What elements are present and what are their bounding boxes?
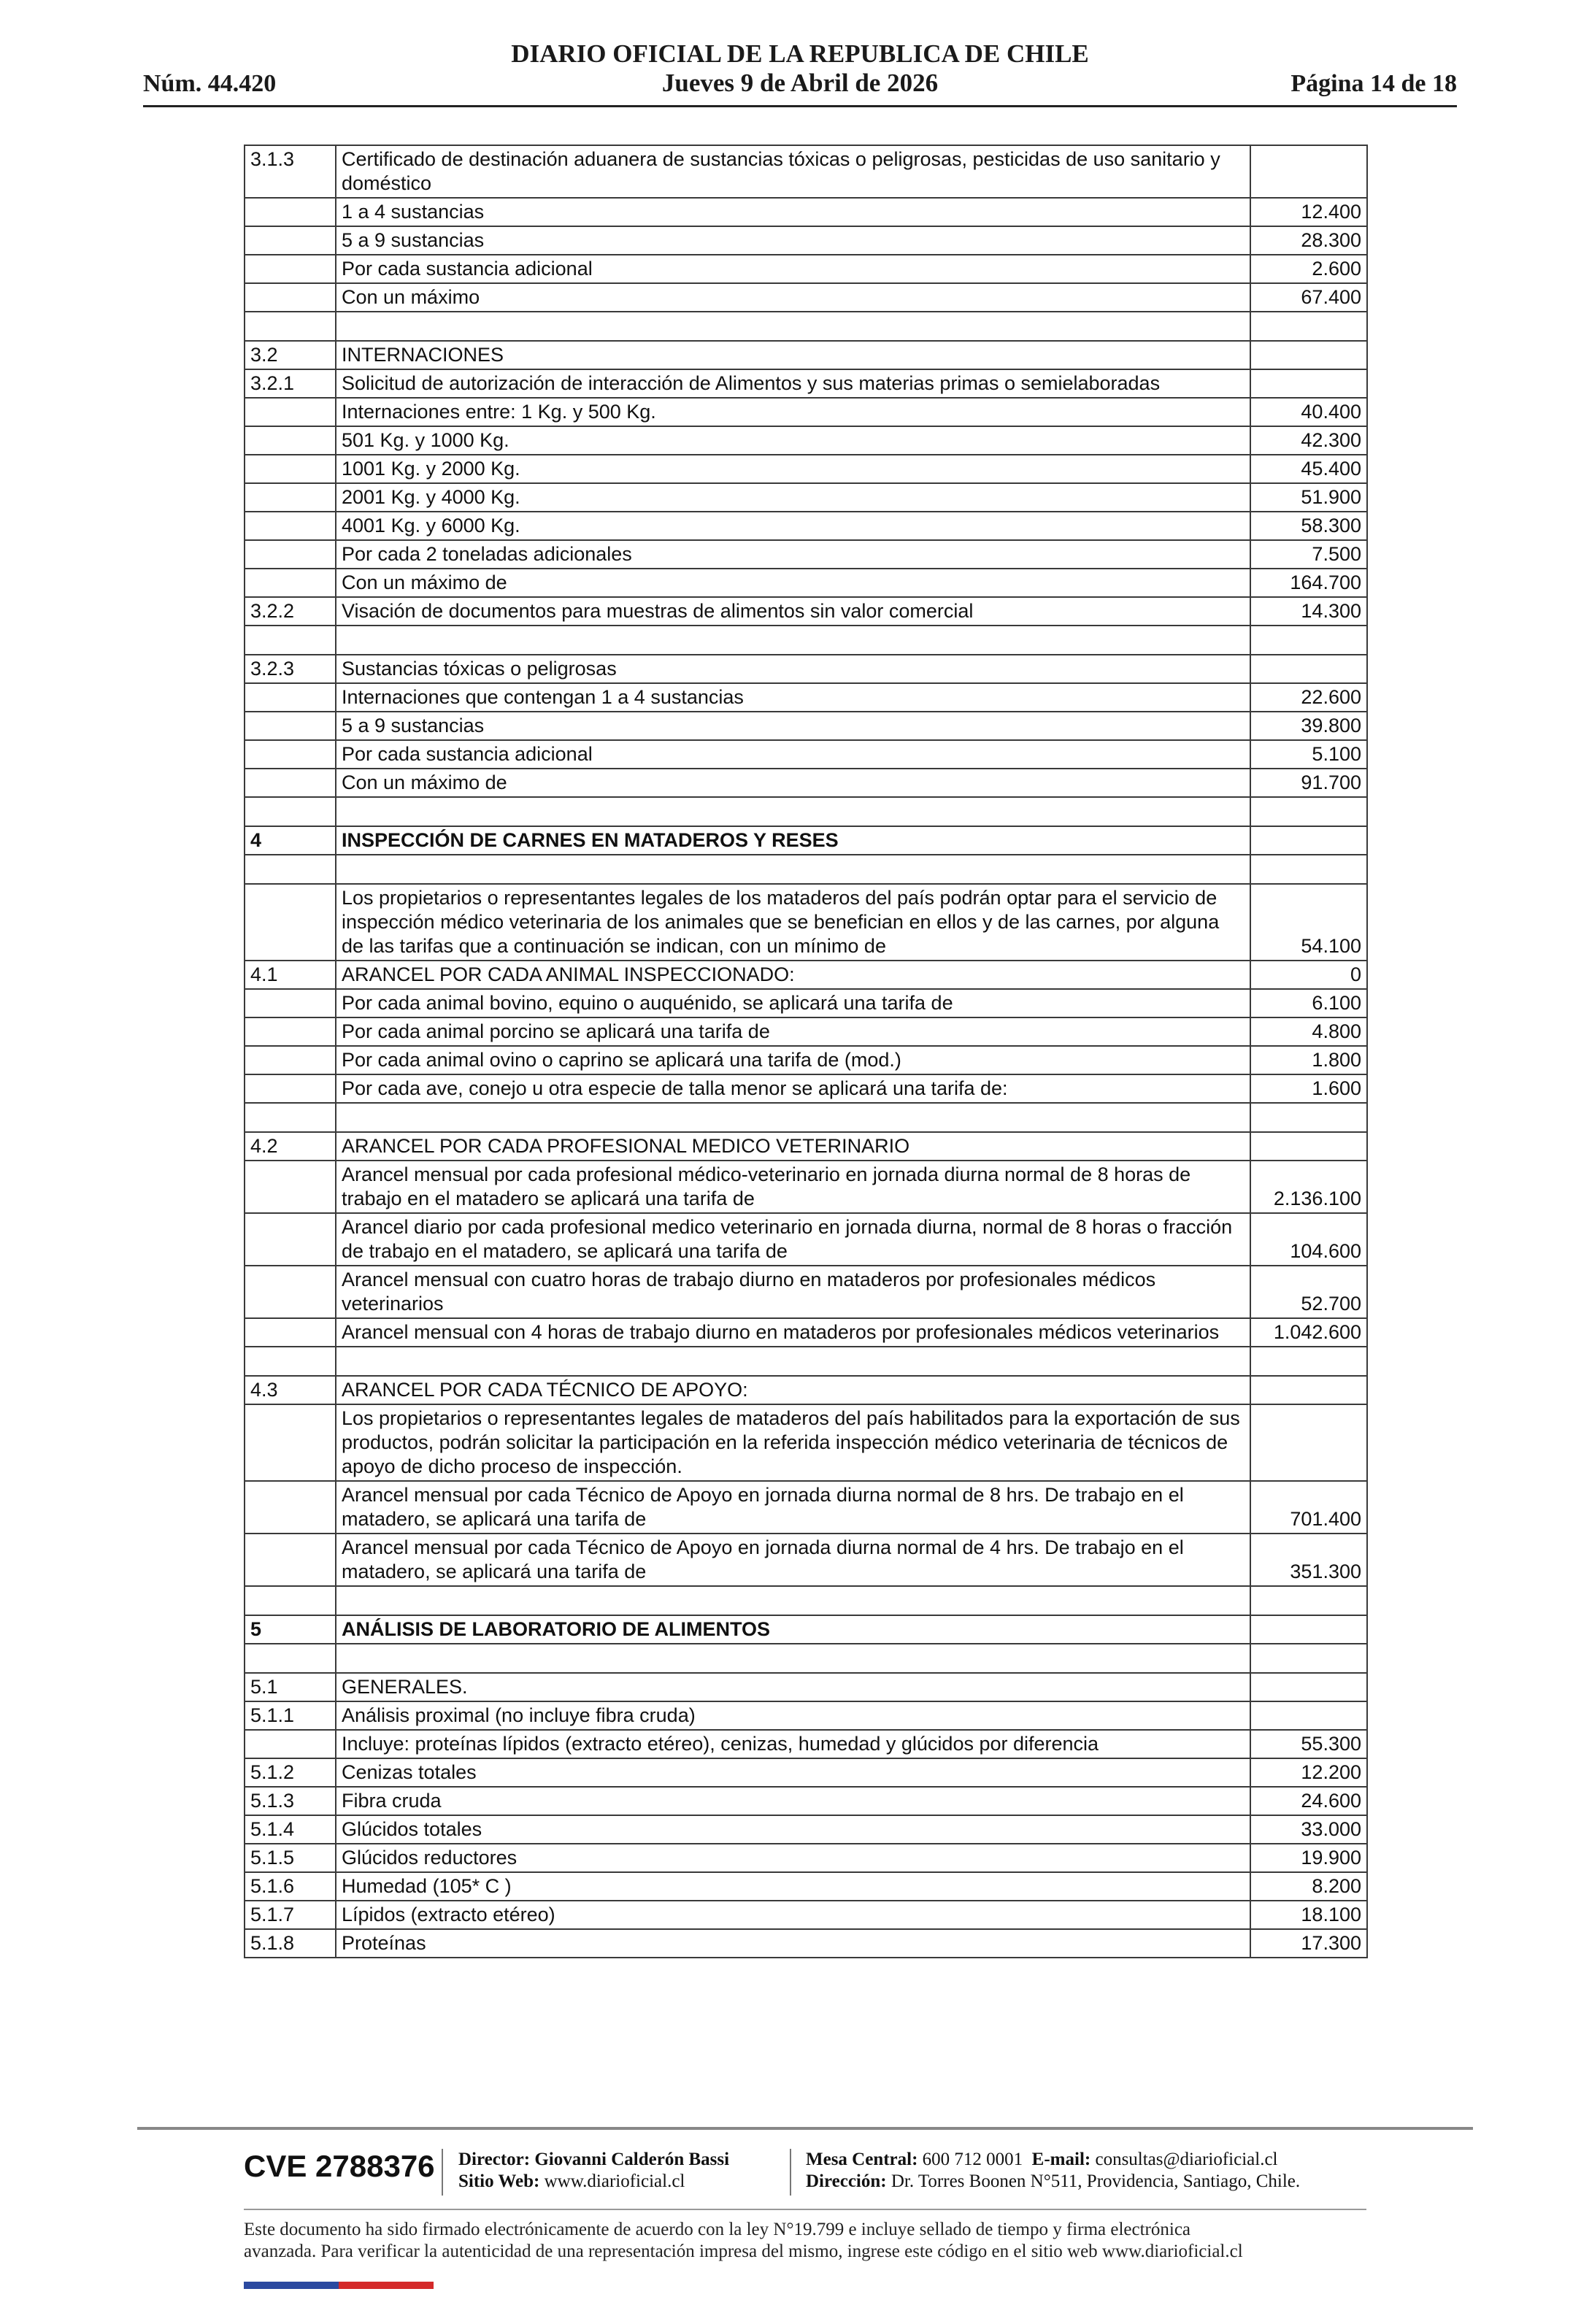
row-value: 1.600 — [1250, 1074, 1367, 1103]
table-row — [245, 1929, 1367, 1958]
row-description: ARANCEL POR CADA TÉCNICO DE APOYO: — [336, 1376, 1250, 1404]
row-description: Glúcidos totales — [336, 1815, 1250, 1844]
table-row — [245, 1046, 1367, 1074]
table-row — [245, 712, 1367, 740]
row-description: Arancel mensual por cada Técnico de Apoyo en jornada diurna normal de 8 hrs. De trabajo en el matadero, se aplicará una tarifa de — [336, 1481, 1250, 1534]
table-row — [245, 961, 1367, 989]
row-value — [1250, 145, 1367, 198]
row-description: Proteínas — [336, 1929, 1250, 1958]
table-row — [245, 1730, 1367, 1758]
row-description: Arancel diario por cada profesional medico veterinario en jornada diurna, normal de 8 horas o fracción de trabajo en el matadero, se aplicará una tarifa de — [336, 1213, 1250, 1266]
table-row — [245, 1103, 1367, 1132]
row-value: 701.400 — [1250, 1481, 1367, 1534]
footer-separator — [790, 2149, 791, 2196]
row-value — [1250, 855, 1367, 884]
row-value: 33.000 — [1250, 1815, 1367, 1844]
row-description — [336, 312, 1250, 341]
row-code — [245, 1103, 336, 1132]
row-value: 51.900 — [1250, 483, 1367, 512]
row-code: 4 — [245, 826, 336, 855]
legal-notice — [244, 2219, 1412, 2263]
fee-table — [244, 145, 1368, 1958]
row-description: INSPECCIÓN DE CARNES EN MATADEROS Y RESES — [336, 826, 1250, 855]
row-description — [336, 1103, 1250, 1132]
table-row — [245, 1701, 1367, 1730]
table-row — [245, 1815, 1367, 1844]
row-value: 22.600 — [1250, 683, 1367, 712]
table-row — [245, 683, 1367, 712]
row-description: 5 a 9 sustancias — [336, 712, 1250, 740]
row-code: 3.2.1 — [245, 369, 336, 398]
footer-divider — [137, 2127, 1473, 2130]
row-value — [1250, 1701, 1367, 1730]
row-description — [336, 1347, 1250, 1376]
table-row — [245, 1586, 1367, 1615]
table-row — [245, 655, 1367, 683]
table-row — [245, 145, 1367, 198]
row-description: Solicitud de autorización de interacción de Alimentos y sus materias primas o semielaboradas — [336, 369, 1250, 398]
row-code — [245, 1318, 336, 1347]
row-code — [245, 1534, 336, 1586]
table-row — [245, 1673, 1367, 1701]
row-value — [1250, 369, 1367, 398]
row-code — [245, 1730, 336, 1758]
row-value: 54.100 — [1250, 884, 1367, 961]
row-value: 18.100 — [1250, 1901, 1367, 1929]
table-row — [245, 597, 1367, 626]
row-description: ANÁLISIS DE LABORATORIO DE ALIMENTOS — [336, 1615, 1250, 1644]
row-value — [1250, 826, 1367, 855]
row-code — [245, 626, 336, 655]
director-label: Director: — [458, 2150, 531, 2169]
site-link[interactable]: www.diarioficial.cl — [544, 2171, 685, 2191]
row-value: 52.700 — [1250, 1266, 1367, 1318]
row-description: 2001 Kg. y 4000 Kg. — [336, 483, 1250, 512]
row-code — [245, 712, 336, 740]
row-description: Con un máximo de — [336, 769, 1250, 797]
table-row — [245, 740, 1367, 769]
table-row — [245, 369, 1367, 398]
row-description: 1 a 4 sustancias — [336, 198, 1250, 226]
row-code — [245, 226, 336, 255]
row-description: Fibra cruda — [336, 1787, 1250, 1815]
row-value: 14.300 — [1250, 597, 1367, 626]
legal-line: avanzada. Para verificar la autenticidad de una representación impresa del mismo, ingrese este código en el sitio web www.diarioficial.cl — [244, 2242, 1243, 2261]
row-description — [336, 1586, 1250, 1615]
row-code — [245, 283, 336, 312]
footer-divider — [244, 2209, 1366, 2210]
row-value: 91.700 — [1250, 769, 1367, 797]
email-link[interactable]: consultas@diarioficial.cl — [1095, 2150, 1278, 2169]
row-code: 5 — [245, 1615, 336, 1644]
row-description: Arancel mensual por cada profesional médico-veterinario en jornada diurna normal de 8 horas de trabajo en el matadero se aplicará una tarifa de — [336, 1161, 1250, 1213]
page-header — [143, 39, 1457, 107]
table-row — [245, 569, 1367, 597]
row-value — [1250, 1586, 1367, 1615]
row-description: Por cada animal bovino, equino o auquénido, se aplicará una tarifa de — [336, 989, 1250, 1017]
row-code: 5.1.5 — [245, 1844, 336, 1872]
row-code — [245, 1586, 336, 1615]
table-row — [245, 1017, 1367, 1046]
row-value: 0 — [1250, 961, 1367, 989]
issue-date: Jueves 9 de Abril de 2026 — [661, 69, 939, 97]
flag-stripe — [244, 2282, 434, 2289]
row-value — [1250, 1103, 1367, 1132]
table-row — [245, 1213, 1367, 1266]
table-row — [245, 1534, 1367, 1586]
row-code — [245, 255, 336, 283]
row-value: 5.100 — [1250, 740, 1367, 769]
row-description: INTERNACIONES — [336, 341, 1250, 369]
row-value: 2.600 — [1250, 255, 1367, 283]
row-code — [245, 740, 336, 769]
table-row — [245, 455, 1367, 483]
row-value: 351.300 — [1250, 1534, 1367, 1586]
table-row — [245, 512, 1367, 540]
row-code — [245, 483, 336, 512]
row-description: Por cada animal ovino o caprino se aplicará una tarifa de (mod.) — [336, 1046, 1250, 1074]
table-row — [245, 884, 1367, 961]
row-code — [245, 1266, 336, 1318]
row-description: Arancel mensual con cuatro horas de trabajo diurno en mataderos por profesionales médicos veterinarios — [336, 1266, 1250, 1318]
footer-separator — [442, 2149, 443, 2196]
row-value: 28.300 — [1250, 226, 1367, 255]
table-row — [245, 255, 1367, 283]
table-row — [245, 483, 1367, 512]
row-value — [1250, 1673, 1367, 1701]
row-description: Internaciones entre: 1 Kg. y 500 Kg. — [336, 398, 1250, 426]
row-code: 4.1 — [245, 961, 336, 989]
row-code: 3.2.2 — [245, 597, 336, 626]
row-description: Los propietarios o representantes legales de los mataderos del país podrán optar para el servicio de inspección médico veterinaria de los animales que se benefician en ellos y de las carnes, por alguna de las tarifas que a continuación se indican, con un mínimo de — [336, 884, 1250, 961]
row-code — [245, 1213, 336, 1266]
row-description: Incluye: proteínas lípidos (extracto etéreo), cenizas, humedad y glúcidos por diferencia — [336, 1730, 1250, 1758]
row-description: 4001 Kg. y 6000 Kg. — [336, 512, 1250, 540]
row-value — [1250, 1615, 1367, 1644]
row-value — [1250, 1404, 1367, 1481]
table-row — [245, 1318, 1367, 1347]
header-divider — [143, 105, 1457, 107]
table-row — [245, 855, 1367, 884]
row-value — [1250, 1376, 1367, 1404]
row-code: 3.2.3 — [245, 655, 336, 683]
row-description: 5 a 9 sustancias — [336, 226, 1250, 255]
row-description — [336, 1644, 1250, 1673]
row-value — [1250, 312, 1367, 341]
row-value — [1250, 655, 1367, 683]
table-row — [245, 1074, 1367, 1103]
table-row — [245, 1615, 1367, 1644]
mesa-label: Mesa Central: — [806, 2150, 918, 2169]
row-code — [245, 426, 336, 455]
row-description: Por cada ave, conejo u otra especie de talla menor se aplicará una tarifa de: — [336, 1074, 1250, 1103]
table-row — [245, 1844, 1367, 1872]
row-code — [245, 797, 336, 826]
row-code: 5.1.7 — [245, 1901, 336, 1929]
row-description: 1001 Kg. y 2000 Kg. — [336, 455, 1250, 483]
row-code — [245, 398, 336, 426]
row-value: 164.700 — [1250, 569, 1367, 597]
row-code — [245, 1161, 336, 1213]
row-value: 55.300 — [1250, 1730, 1367, 1758]
row-code — [245, 540, 336, 569]
row-value — [1250, 797, 1367, 826]
row-description: Con un máximo de — [336, 569, 1250, 597]
row-value — [1250, 1347, 1367, 1376]
row-description — [336, 855, 1250, 884]
row-value: 7.500 — [1250, 540, 1367, 569]
row-code: 3.1.3 — [245, 145, 336, 198]
row-code: 4.3 — [245, 1376, 336, 1404]
table-row — [245, 769, 1367, 797]
fee-table-body — [245, 145, 1367, 1958]
table-row — [245, 797, 1367, 826]
row-value: 40.400 — [1250, 398, 1367, 426]
row-code — [245, 884, 336, 961]
table-row — [245, 626, 1367, 655]
row-code: 5.1.1 — [245, 1701, 336, 1730]
row-code — [245, 1046, 336, 1074]
address-label: Dirección: — [806, 2171, 887, 2191]
row-code — [245, 1017, 336, 1046]
director-block — [458, 2149, 729, 2193]
row-code — [245, 1481, 336, 1534]
row-value: 19.900 — [1250, 1844, 1367, 1872]
legal-line: Este documento ha sido firmado electrónicamente de acuerdo con la ley N°19.799 e incluye sellado de tiempo y firma electrónica — [244, 2220, 1191, 2239]
row-code: 5.1.8 — [245, 1929, 336, 1958]
row-code — [245, 455, 336, 483]
table-row — [245, 426, 1367, 455]
row-code — [245, 683, 336, 712]
row-code — [245, 512, 336, 540]
table-row — [245, 1404, 1367, 1481]
row-code — [245, 1644, 336, 1673]
cve-code: CVE 2788376 — [244, 2149, 435, 2183]
row-value: 12.200 — [1250, 1758, 1367, 1787]
table-row — [245, 226, 1367, 255]
table-row — [245, 989, 1367, 1017]
row-description: Internaciones que contengan 1 a 4 sustancias — [336, 683, 1250, 712]
row-value: 104.600 — [1250, 1213, 1367, 1266]
table-row — [245, 1376, 1367, 1404]
row-code: 5.1.6 — [245, 1872, 336, 1901]
table-row — [245, 1132, 1367, 1161]
row-code — [245, 989, 336, 1017]
row-value: 67.400 — [1250, 283, 1367, 312]
row-code: 5.1 — [245, 1673, 336, 1701]
row-description: 501 Kg. y 1000 Kg. — [336, 426, 1250, 455]
row-description — [336, 626, 1250, 655]
row-code: 4.2 — [245, 1132, 336, 1161]
row-code — [245, 312, 336, 341]
table-row — [245, 1872, 1367, 1901]
row-value — [1250, 1132, 1367, 1161]
row-code — [245, 198, 336, 226]
row-value: 4.800 — [1250, 1017, 1367, 1046]
contact-block — [806, 2149, 1300, 2193]
row-description: Lípidos (extracto etéreo) — [336, 1901, 1250, 1929]
address-value: Dr. Torres Boonen N°511, Providencia, Santiago, Chile. — [890, 2171, 1301, 2191]
table-row — [245, 1347, 1367, 1376]
row-value — [1250, 626, 1367, 655]
row-value: 45.400 — [1250, 455, 1367, 483]
director-name: Giovanni Calderón Bassi — [534, 2150, 730, 2169]
row-value: 8.200 — [1250, 1872, 1367, 1901]
newspaper-title: DIARIO OFICIAL DE LA REPUBLICA DE CHILE — [511, 39, 1089, 68]
row-code — [245, 855, 336, 884]
row-description: ARANCEL POR CADA ANIMAL INSPECCIONADO: — [336, 961, 1250, 989]
row-description: GENERALES. — [336, 1673, 1250, 1701]
table-row — [245, 1266, 1367, 1318]
table-row — [245, 1161, 1367, 1213]
table-row — [245, 398, 1367, 426]
table-row — [245, 312, 1367, 341]
row-value: 17.300 — [1250, 1929, 1367, 1958]
row-description: Arancel mensual por cada Técnico de Apoyo en jornada diurna normal de 4 hrs. De trabajo en el matadero, se aplicará una tarifa de — [336, 1534, 1250, 1586]
flag-red — [339, 2282, 434, 2289]
table-row — [245, 826, 1367, 855]
row-value: 39.800 — [1250, 712, 1367, 740]
flag-blue — [244, 2282, 339, 2289]
table-row — [245, 1481, 1367, 1534]
row-description: ARANCEL POR CADA PROFESIONAL MEDICO VETERINARIO — [336, 1132, 1250, 1161]
row-description: Análisis proximal (no incluye fibra cruda) — [336, 1701, 1250, 1730]
row-description: Sustancias tóxicas o peligrosas — [336, 655, 1250, 683]
row-value — [1250, 1644, 1367, 1673]
table-row — [245, 540, 1367, 569]
table-row — [245, 198, 1367, 226]
row-value: 2.136.100 — [1250, 1161, 1367, 1213]
row-description: Por cada 2 toneladas adicionales — [336, 540, 1250, 569]
table-row — [245, 341, 1367, 369]
row-value: 6.100 — [1250, 989, 1367, 1017]
row-value: 24.600 — [1250, 1787, 1367, 1815]
row-description: Por cada sustancia adicional — [336, 740, 1250, 769]
row-description: Arancel mensual con 4 horas de trabajo diurno en mataderos por profesionales médicos veterinarios — [336, 1318, 1250, 1347]
row-value: 58.300 — [1250, 512, 1367, 540]
row-code: 3.2 — [245, 341, 336, 369]
row-description: Humedad (105* C ) — [336, 1872, 1250, 1901]
row-code — [245, 569, 336, 597]
table-row — [245, 1758, 1367, 1787]
row-value: 1.800 — [1250, 1046, 1367, 1074]
mesa-phone: 600 712 0001 — [922, 2150, 1023, 2169]
row-description: Certificado de destinación aduanera de sustancias tóxicas o peligrosas, pesticidas de uso sanitario y doméstico — [336, 145, 1250, 198]
row-code — [245, 1347, 336, 1376]
row-value — [1250, 341, 1367, 369]
page-number: Página 14 de 18 — [1290, 70, 1457, 97]
row-code: 5.1.2 — [245, 1758, 336, 1787]
row-description: Glúcidos reductores — [336, 1844, 1250, 1872]
row-description: Por cada animal porcino se aplicará una tarifa de — [336, 1017, 1250, 1046]
table-row — [245, 283, 1367, 312]
table-row — [245, 1787, 1367, 1815]
table-row — [245, 1901, 1367, 1929]
row-description: Visación de documentos para muestras de alimentos sin valor comercial — [336, 597, 1250, 626]
row-code: 5.1.3 — [245, 1787, 336, 1815]
row-code: 5.1.4 — [245, 1815, 336, 1844]
row-code — [245, 1404, 336, 1481]
row-description: Cenizas totales — [336, 1758, 1250, 1787]
issue-number: Núm. 44.420 — [143, 70, 277, 97]
site-label: Sitio Web: — [458, 2171, 540, 2191]
table-row — [245, 1644, 1367, 1673]
header-center — [143, 39, 1457, 98]
row-value: 1.042.600 — [1250, 1318, 1367, 1347]
row-description: Los propietarios o representantes legales de mataderos del país habilitados para la exportación de sus productos, podrán solicitar la participación en la referida inspección médico veterinaria de técnicos de apoyo de dicho proceso de inspección. — [336, 1404, 1250, 1481]
row-value: 42.300 — [1250, 426, 1367, 455]
row-description: Con un máximo — [336, 283, 1250, 312]
row-value: 12.400 — [1250, 198, 1367, 226]
email-label: E-mail: — [1031, 2150, 1091, 2169]
row-description: Por cada sustancia adicional — [336, 255, 1250, 283]
row-code — [245, 769, 336, 797]
row-code — [245, 1074, 336, 1103]
row-description — [336, 797, 1250, 826]
